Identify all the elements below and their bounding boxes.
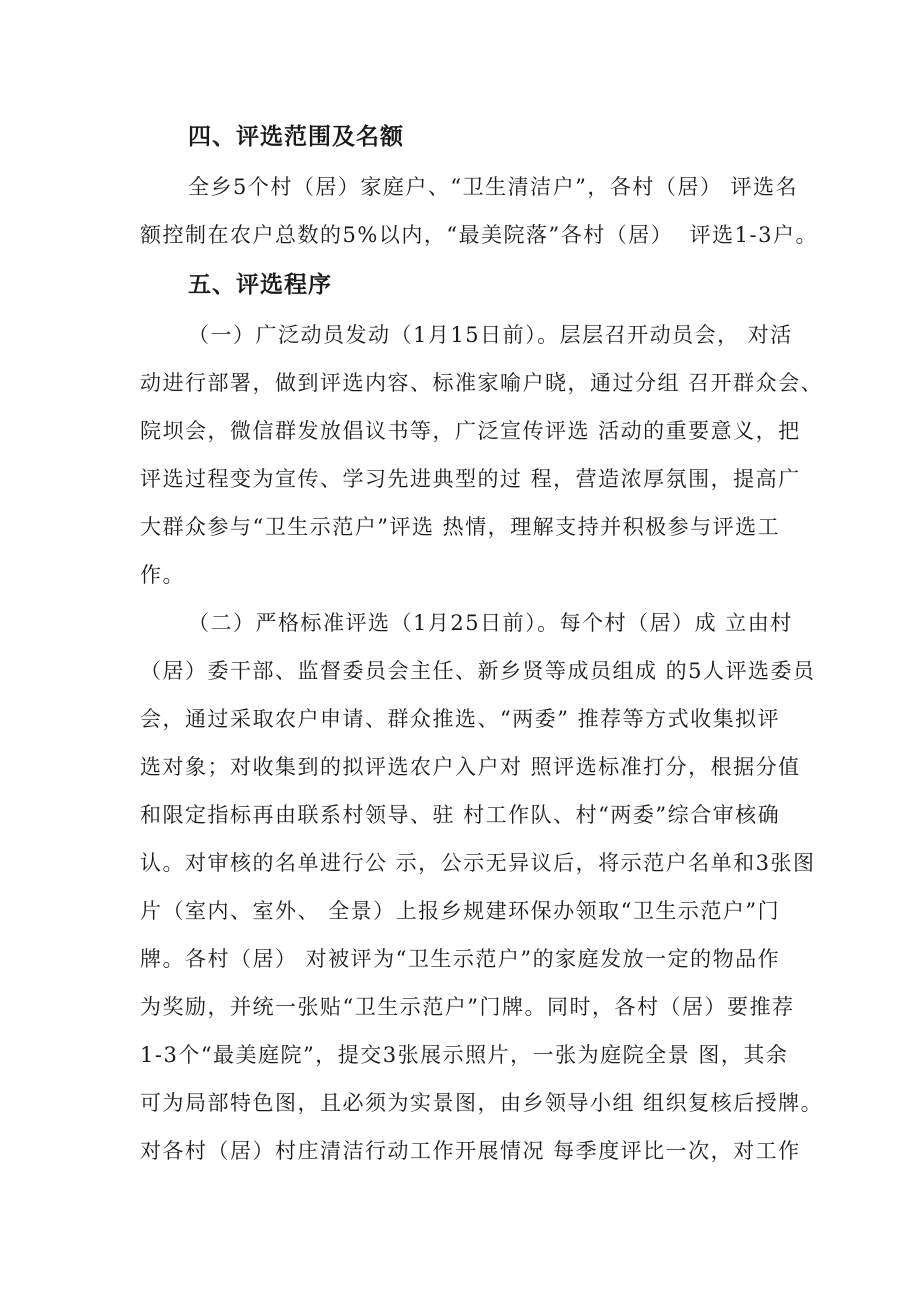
paragraph-line: 院坝会，微信群发放倡议书等，广泛宣传评选 活动的重要意义，把 — [140, 419, 801, 443]
paragraph-line: 为奖励，并统一张贴“卫生示范户”门牌。同时，各村（居）要推荐 — [140, 995, 795, 1019]
paragraph-line: 会，通过采取农户申请、群众推选、“两委” 推荐等方式收集拟评 — [140, 707, 781, 731]
paragraph-line: 动进行部署，做到评选内容、标准家喻户晓，通过分组 召开群众会、 — [140, 371, 824, 395]
paragraph-line: （一）广泛动员发动（1月15日前）。层层召开动员会， 对活 — [188, 323, 793, 347]
paragraph-line: （居）委干部、监督委员会主任、新乡贤等成员组成 的5人评选委员 — [140, 659, 816, 683]
paragraph-line: 评选过程变为宣传、学习先进典型的过 程，营造浓厚氛围，提高广 — [140, 467, 801, 491]
section-heading-procedure: 五、评选程序 — [188, 272, 332, 298]
paragraph-line: 全乡5个村（居）家庭户、“卫生清洁户”，各村（居） 评选名 — [188, 175, 799, 199]
paragraph-line: 选对象；对收集到的拟评选农户入户对 照评选标准打分，根据分值 — [140, 755, 801, 779]
paragraph-line: 作。 — [140, 563, 185, 587]
paragraph-line: 认。对审核的名单进行公 示，公示无异议后，将示范户名单和3张图 — [140, 851, 816, 875]
paragraph-line: （二）严格标准评选（1月25日前）。每个村（居）成 立由村 — [188, 611, 793, 635]
paragraph-line: 片（室内、室外、 全景）上报乡规建环保办领取“卫生示范户”门 — [140, 899, 781, 923]
paragraph-line: 对各村（居）村庄清洁行动工作开展情况 每季度评比一次，对工作 — [140, 1139, 801, 1163]
paragraph-line: 牌。各村（居） 对被评为“卫生示范户”的家庭发放一定的物品作 — [140, 947, 781, 971]
paragraph-line: 可为局部特色图，且必须为实景图，由乡领导小组 组织复核后授牌。 — [140, 1091, 824, 1115]
paragraph-line: 大群众参与“卫生示范户”评选 热情，理解支持并积极参与评选工 — [140, 515, 781, 539]
section-heading-scope: 四、评选范围及名额 — [188, 124, 404, 150]
paragraph-line: 和限定指标再由联系村领导、驻 村工作队、村“两委”综合审核确 — [140, 803, 781, 827]
paragraph-line: 额控制在农户总数的5%以内，“最美院落”各村（居） 评选1-3户。 — [140, 223, 818, 247]
paragraph-line: 1-3个“最美庭院”，提交3张展示照片，一张为庭院全景 图，其余 — [140, 1043, 789, 1067]
